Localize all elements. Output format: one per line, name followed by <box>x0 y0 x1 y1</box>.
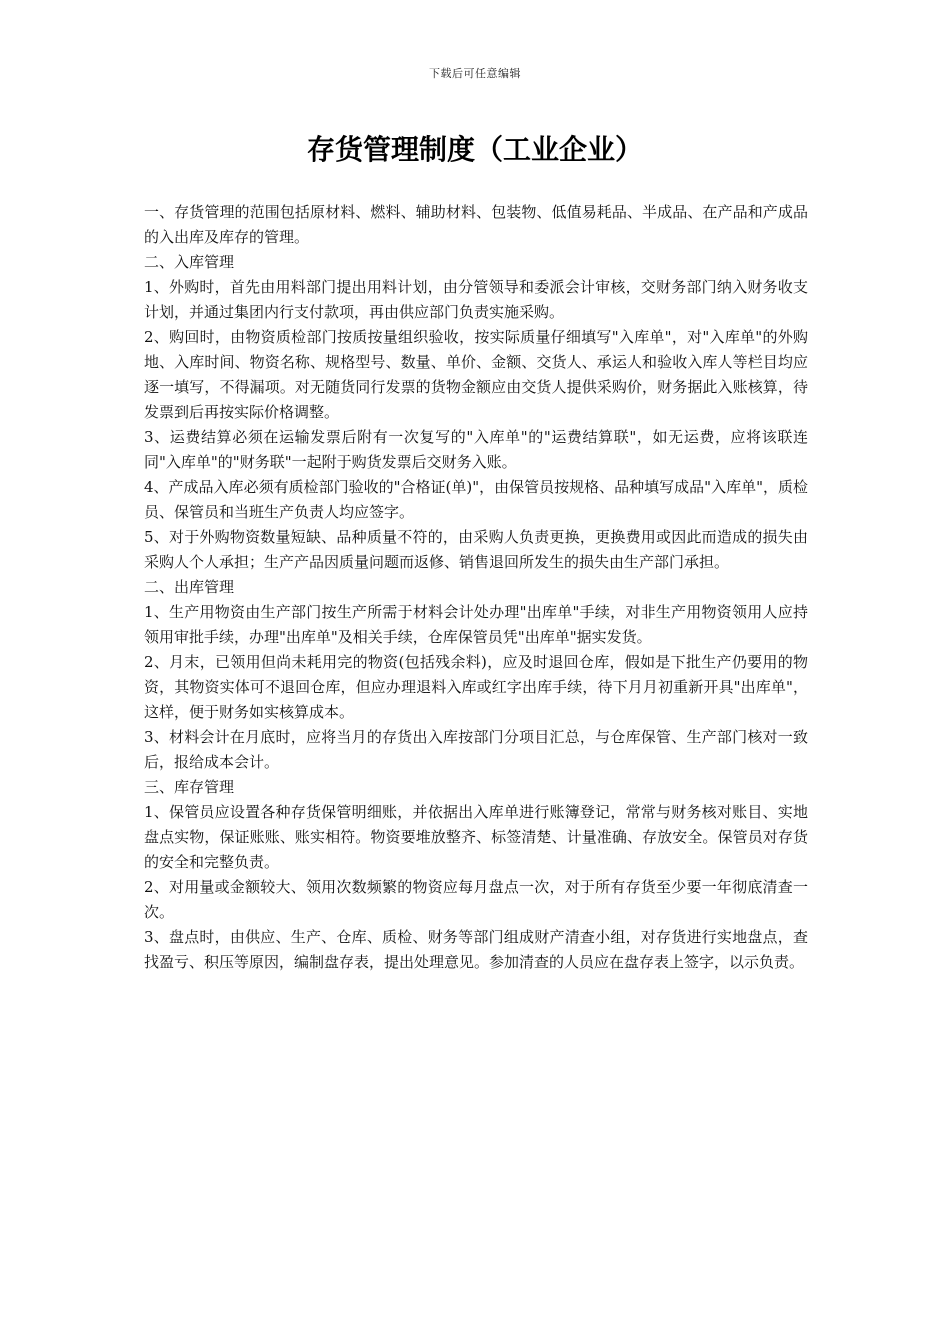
paragraph-inventory-1: 1、保管员应设置各种存货保管明细账，并依据出入库单进行账簿登记，常常与财务核对账目、实地盘点实物，保证账账、账实相符。物资要堆放整齐、标签清楚、计量准确、存放安全。保管员对存货的安全和完整负责。 <box>144 803 808 871</box>
paragraph-scope: 一、存货管理的范围包括原材料、燃料、辅助材料、包装物、低值易耗品、半成品、在产品和产成品的入出库及库存的管理。 <box>144 203 808 246</box>
paragraph-outbound-2: 2、月末，已领用但尚未耗用完的物资(包括残余料)，应及时退回仓库，假如是下批生产仍要用的物资，其物资实体可不退回仓库，但应办理退料入库或红字出库手续，待下月月初重新开具"出库单"，这样，便于财务如实核算成本。 <box>144 653 808 721</box>
document-body <box>144 200 808 975</box>
paragraph-inbound-5: 5、对于外购物资数量短缺、品种质量不符的，由采购人负责更换，更换费用或因此而造成的损失由采购人个人承担；生产产品因质量问题而返修、销售退回所发生的损失由生产部门承担。 <box>144 528 808 571</box>
paragraph-inventory-2: 2、对用量或金额较大、领用次数频繁的物资应每月盘点一次，对于所有存货至少要一年彻底清查一次。 <box>144 878 808 921</box>
paragraph-outbound-3: 3、材料会计在月底时，应将当月的存货出入库按部门分项目汇总，与仓库保管、生产部门核对一致后，报给成本会计。 <box>144 728 808 771</box>
header-note: 下载后可任意编辑 <box>429 67 521 80</box>
paragraph-inbound-3: 3、运费结算必须在运输发票后附有一次复写的"入库单"的"运费结算联"，如无运费，应将该联连同"入库单"的"财务联"一起附于购货发票后交财务入账。 <box>144 428 808 471</box>
document-title: 存货管理制度（工业企业） <box>306 133 643 166</box>
paragraph-outbound-1: 1、生产用物资由生产部门按生产所需于材料会计处办理"出库单"手续，对非生产用物资领用人应持领用审批手续，办理"出库单"及相关手续，仓库保管员凭"出库单"据实发货。 <box>144 603 808 646</box>
paragraph-inventory-3: 3、盘点时，由供应、生产、仓库、质检、财务等部门组成财产清查小组，对存货进行实地盘点，查找盈亏、积压等原因，编制盘存表，提出处理意见。参加清查的人员应在盘存表上签字，以示负责。 <box>144 928 808 971</box>
section-heading-outbound: 二、出库管理 <box>144 578 235 596</box>
paragraph-inbound-2: 2、购回时，由物资质检部门按质按量组织验收，按实际质量仔细填写"入库单"，对"入库单"的外购地、入库时间、物资名称、规格型号、数量、单价、金额、交货人、承运人和验收入库人等栏目均应逐一填写，不得漏项。对无随货同行发票的货物金额应由交货人提供采购价，财务据此入账核算，待发票到后再按实际价格调整。 <box>144 328 808 421</box>
section-heading-inbound: 二、入库管理 <box>144 253 235 271</box>
paragraph-inbound-4: 4、产成品入库必须有质检部门验收的"合格证(单)"，由保管员按规格、品种填写成品"入库单"，质检员、保管员和当班生产负责人均应签字。 <box>144 478 808 521</box>
section-heading-inventory: 三、库存管理 <box>144 778 235 796</box>
paragraph-inbound-1: 1、外购时，首先由用料部门提出用料计划，由分管领导和委派会计审核，交财务部门纳入财务收支计划，并通过集团内行支付款项，再由供应部门负责实施采购。 <box>144 278 808 321</box>
